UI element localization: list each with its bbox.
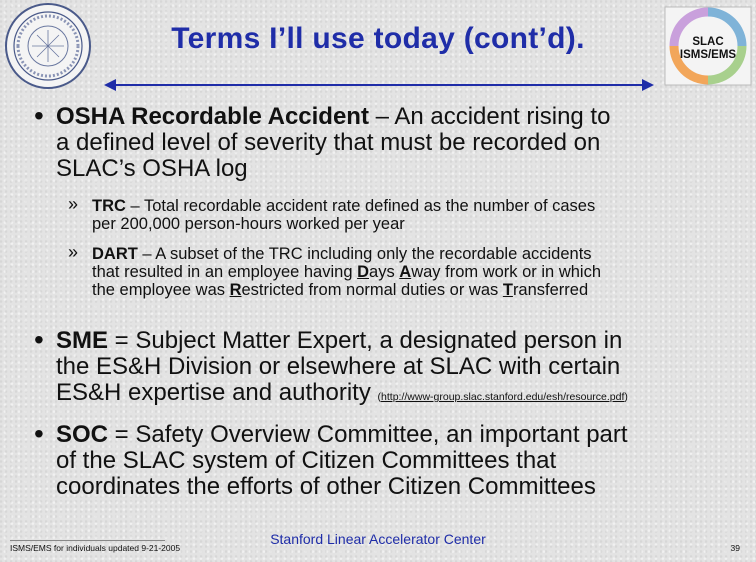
term-sme: SME <box>56 327 109 354</box>
bullet-text: the ES&H Division or elsewhere at SLAC with certain <box>56 353 621 380</box>
title-divider-arrow <box>104 78 654 92</box>
bullet-dot-icon: • <box>34 324 44 355</box>
sub-bullet-text: – Total recordable accident rate defined as the number of cases <box>125 197 596 215</box>
page-number: 39 <box>730 543 740 553</box>
term-trc: TRC <box>92 197 126 215</box>
bullet-text: a defined level of severity that must be recorded on <box>56 129 601 156</box>
bullet-dot-icon: • <box>34 100 44 131</box>
term-soc: SOC <box>56 421 109 448</box>
bullet-text-with-link: ES&H expertise and authority (http://www-group.slac.stanford.edu/esh/resource.pdf) <box>56 379 628 406</box>
isms-ems-logo <box>664 6 752 86</box>
bullet-text: coordinates the efforts of other Citizen Committees <box>56 473 596 500</box>
double-chevron-icon: » <box>68 194 79 214</box>
bullet-text: – An accident rising to <box>368 103 611 130</box>
resource-link[interactable]: http://www-group.slac.stanford.edu/esh/resource.pdf <box>381 391 625 403</box>
bullet-text: of the SLAC system of Citizen Committees that <box>56 447 557 474</box>
logo-label-isms: ISMS/EMS <box>679 49 737 61</box>
bullet-text: = Safety Overview Committee, an important part <box>108 421 628 448</box>
bullet-dot-icon: • <box>34 418 44 449</box>
sub-bullet-text: that resulted in an employee having Days Away from work or in which <box>92 263 602 281</box>
logo-label-slac: SLAC <box>692 36 724 48</box>
term-dart: DART <box>92 245 138 263</box>
bullet-text: = Subject Matter Expert, a designated person in <box>108 327 623 354</box>
term-osha: OSHA Recordable Accident <box>56 103 369 130</box>
page-title: Terms I’ll use today (cont’d). <box>171 22 585 55</box>
footer-center-text: Stanford Linear Accelerator Center <box>270 531 486 547</box>
footer-left-text: ISMS/EMS for individuals updated 9-21-2005 <box>10 543 181 553</box>
double-chevron-icon: » <box>68 242 79 262</box>
sub-bullet-text: – A subset of the TRC including only the recordable accidents <box>137 245 592 263</box>
sub-bullet-text: per 200,000 person-hours worked per year <box>92 215 405 233</box>
bullet-text: SLAC’s OSHA log <box>56 155 248 182</box>
sub-bullet-text: the employee was Restricted from normal duties or was Transferred <box>92 281 589 299</box>
